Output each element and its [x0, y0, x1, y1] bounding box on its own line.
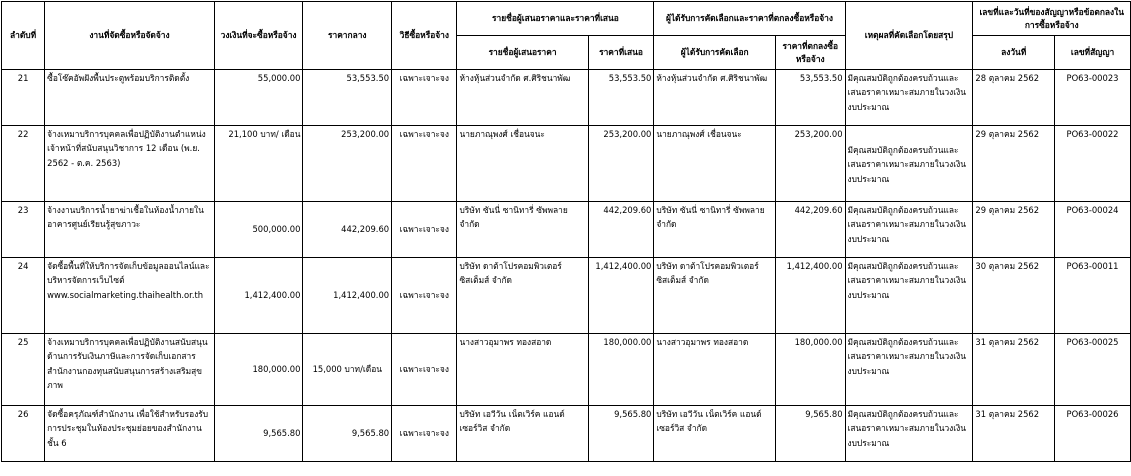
- row-reason: มีคุณสมบัติถูกต้องครบถ้วนและเสนอราคาเหมาะสมภายในวงเงินงบประมาณ: [845, 406, 973, 462]
- row-work: ซื้อโซ๊คอัพฝังพื้นประตูพร้อมบริการติดตั้ง: [45, 70, 215, 126]
- row-method: เฉพาะเจาะจง: [392, 406, 457, 462]
- row-bid-price: 180,000.00: [588, 334, 654, 406]
- row-agreed-price: 442,209.60: [775, 202, 845, 258]
- row-no: 26: [2, 406, 45, 462]
- row-contract: PO63-00026: [1055, 406, 1131, 462]
- row-no: 22: [2, 126, 45, 202]
- row-bidder: นายภาณุพงศ์ เชื่อนจนะ: [457, 126, 588, 202]
- row-agreed-price: 180,000.00: [775, 334, 845, 406]
- header-median: ราคากลาง: [303, 2, 392, 70]
- row-selected: นางสาวอุมาพร ทองสอาด: [654, 334, 776, 406]
- row-budget: 1,412,400.00: [214, 258, 303, 334]
- row-work: จ้างเหมาบริการบุคคลเพื่อปฏิบัติงานตำแหน่งเจ้าหน้าที่สนับสนุนวิชาการ 12 เดือน (พ.ย. 2562 - ต.ค. 2563): [45, 126, 215, 202]
- row-contract: PO63-00011: [1055, 258, 1131, 334]
- header-contract-date: ลงวันที่: [973, 36, 1055, 70]
- row-bid-price: 9,565.80: [588, 406, 654, 462]
- table-row: [2, 126, 1131, 202]
- procurement-table-wrapper: [1, 1, 1131, 462]
- table-header: [2, 2, 1131, 70]
- table-row: [2, 258, 1131, 334]
- row-date: 29 ตุลาคม 2562: [973, 202, 1055, 258]
- header-contract-no: เลขที่สัญญา: [1055, 36, 1131, 70]
- header-contract-group: เลขที่และวันที่ของสัญญาหรือข้อตกลงในการซื้อหรือจ้าง: [973, 2, 1131, 36]
- row-method: เฉพาะเจาะจง: [392, 258, 457, 334]
- row-budget: 180,000.00: [214, 334, 303, 406]
- row-bidder: ห้างหุ้นส่วนจำกัด ศ.ศิริชนาพัฒ: [457, 70, 588, 126]
- row-contract: PO63-00025: [1055, 334, 1131, 406]
- table-row: [2, 70, 1131, 126]
- row-contract: PO63-00022: [1055, 126, 1131, 202]
- header-no: ลำดับที่: [2, 2, 45, 70]
- row-date: 31 ตุลาคม 2562: [973, 406, 1055, 462]
- row-reason: มีคุณสมบัติถูกต้องครบถ้วนและเสนอราคาเหมาะสมภายในวงเงินงบประมาณ: [845, 202, 973, 258]
- row-bidder: บริษัท ดาต้าโปรคอมพิวเตอร์ซิสเต็มส์ จำกัด: [457, 258, 588, 334]
- row-bidder: บริษัท ซันนี่ ซานิทารี่ ซัพพลาย จำกัด: [457, 202, 588, 258]
- row-reason: มีคุณสมบัติถูกต้องครบถ้วนและเสนอราคาเหมาะสมภายในวงเงินงบประมาณ: [845, 334, 973, 406]
- row-work: จ้างเหมาบริการบุคคลเพื่อปฏิบัติงานสนับสนุนด้านการรับเงินภาษีและการจัดเก็บเอกสารสำนักงานกองทุนสนับสนุนการสร้างเสริมสุขภาพ: [45, 334, 215, 406]
- row-method: เฉพาะเจาะจง: [392, 126, 457, 202]
- header-budget: วงเงินที่จะซื้อหรือจ้าง: [214, 2, 303, 70]
- row-bidder: นางสาวอุมาพร ทองสอาด: [457, 334, 588, 406]
- table-body: [2, 70, 1131, 462]
- row-agreed-price: 53,553.50: [775, 70, 845, 126]
- row-reason: มีคุณสมบัติถูกต้องครบถ้วนและเสนอราคาเหมาะสมภายในวงเงินงบประมาณ: [845, 126, 973, 202]
- row-date: 30 ตุลาคม 2562: [973, 258, 1055, 334]
- header-agreed-price: ราคาที่ตกลงซื้อหรือจ้าง: [775, 36, 845, 70]
- row-no: 23: [2, 202, 45, 258]
- row-work: จัดซื้อพื้นที่ให้บริการจัดเก็บข้อมูลออนไลน์และบริหารจัดการเว็บไซต์ www.socialmarketing.thaihealth.or.th: [45, 258, 215, 334]
- row-selected: บริษัท เอวีวัน เน็ตเวิร์ค แอนด์ เซอร์วิส จำกัด: [654, 406, 776, 462]
- row-work: จัดซื้อครุภัณฑ์สำนักงาน เพื่อใช้สำหรับรองรับการประชุมในห้องประชุมย่อยของสำนักงานชั้น 6: [45, 406, 215, 462]
- row-contract: PO63-00024: [1055, 202, 1131, 258]
- row-work: จ้างงานบริการน้ำยาฆ่าเชื้อในห้องน้ำภายในอาคารศูนย์เรียนรู้สุขภาวะ: [45, 202, 215, 258]
- header-selected-name: ผู้ได้รับการคัดเลือก: [654, 36, 776, 70]
- procurement-table: [1, 1, 1131, 462]
- row-no: 21: [2, 70, 45, 126]
- row-bid-price: 253,200.00: [588, 126, 654, 202]
- row-bid-price: 1,412,400.00: [588, 258, 654, 334]
- row-method: เฉพาะเจาะจง: [392, 202, 457, 258]
- row-median: 442,209.60: [303, 202, 392, 258]
- row-date: 29 ตุลาคม 2562: [973, 126, 1055, 202]
- row-date: 31 ตุลาคม 2562: [973, 334, 1055, 406]
- row-method: เฉพาะเจาะจง: [392, 70, 457, 126]
- table-row: [2, 202, 1131, 258]
- row-agreed-price: 1,412,400.00: [775, 258, 845, 334]
- row-agreed-price: 9,565.80: [775, 406, 845, 462]
- row-agreed-price: 253,200.00: [775, 126, 845, 202]
- row-date: 28 ตุลาคม 2562: [973, 70, 1055, 126]
- header-bidder-name: รายชื่อผู้เสนอราคา: [457, 36, 588, 70]
- row-bidder: บริษัท เอวีวัน เน็ตเวิร์ค แอนด์ เซอร์วิส จำกัด: [457, 406, 588, 462]
- row-median: 253,200.00: [303, 126, 392, 202]
- row-reason: มีคุณสมบัติถูกต้องครบถ้วนและเสนอราคาเหมาะสมภายในวงเงินงบประมาณ: [845, 258, 973, 334]
- header-selected-group: ผู้ได้รับการคัดเลือกและราคาที่ตกลงซื้อหรือจ้าง: [654, 2, 845, 36]
- row-no: 24: [2, 258, 45, 334]
- header-method: วิธีซื้อหรือจ้าง: [392, 2, 457, 70]
- row-median: 1,412,400.00: [303, 258, 392, 334]
- row-no: 25: [2, 334, 45, 406]
- header-reason: เหตุผลที่คัดเลือกโดยสรุป: [845, 2, 973, 70]
- table-row: [2, 334, 1131, 406]
- row-selected: บริษัท ซันนี่ ซานิทารี่ ซัพพลาย จำกัด: [654, 202, 776, 258]
- row-selected: ห้างหุ้นส่วนจำกัด ศ.ศิริชนาพัฒ: [654, 70, 776, 126]
- header-bidders-group: รายชื่อผู้เสนอราคาและราคาที่เสนอ: [457, 2, 654, 36]
- row-budget: 21,100 บาท/ เดือน: [214, 126, 303, 202]
- row-reason: มีคุณสมบัติถูกต้องครบถ้วนและเสนอราคาเหมาะสมภายในวงเงินงบประมาณ: [845, 70, 973, 126]
- row-selected: นายภาณุพงศ์ เชื่อนจนะ: [654, 126, 776, 202]
- table-row: [2, 406, 1131, 462]
- row-median: 53,553.50: [303, 70, 392, 126]
- row-median: 15,000 บาท/เดือน: [303, 334, 392, 406]
- header-bid-price: ราคาที่เสนอ: [588, 36, 654, 70]
- row-selected: บริษัท ดาต้าโปรคอมพิวเตอร์ซิสเต็มส์ จำกัด: [654, 258, 776, 334]
- row-budget: 55,000.00: [214, 70, 303, 126]
- row-median: 9,565.80: [303, 406, 392, 462]
- row-method: เฉพาะเจาะจง: [392, 334, 457, 406]
- row-budget: 500,000.00: [214, 202, 303, 258]
- header-work: งานที่จัดซื้อหรือจัดจ้าง: [45, 2, 215, 70]
- row-contract: PO63-00023: [1055, 70, 1131, 126]
- row-budget: 9,565.80: [214, 406, 303, 462]
- row-bid-price: 53,553.50: [588, 70, 654, 126]
- row-bid-price: 442,209.60: [588, 202, 654, 258]
